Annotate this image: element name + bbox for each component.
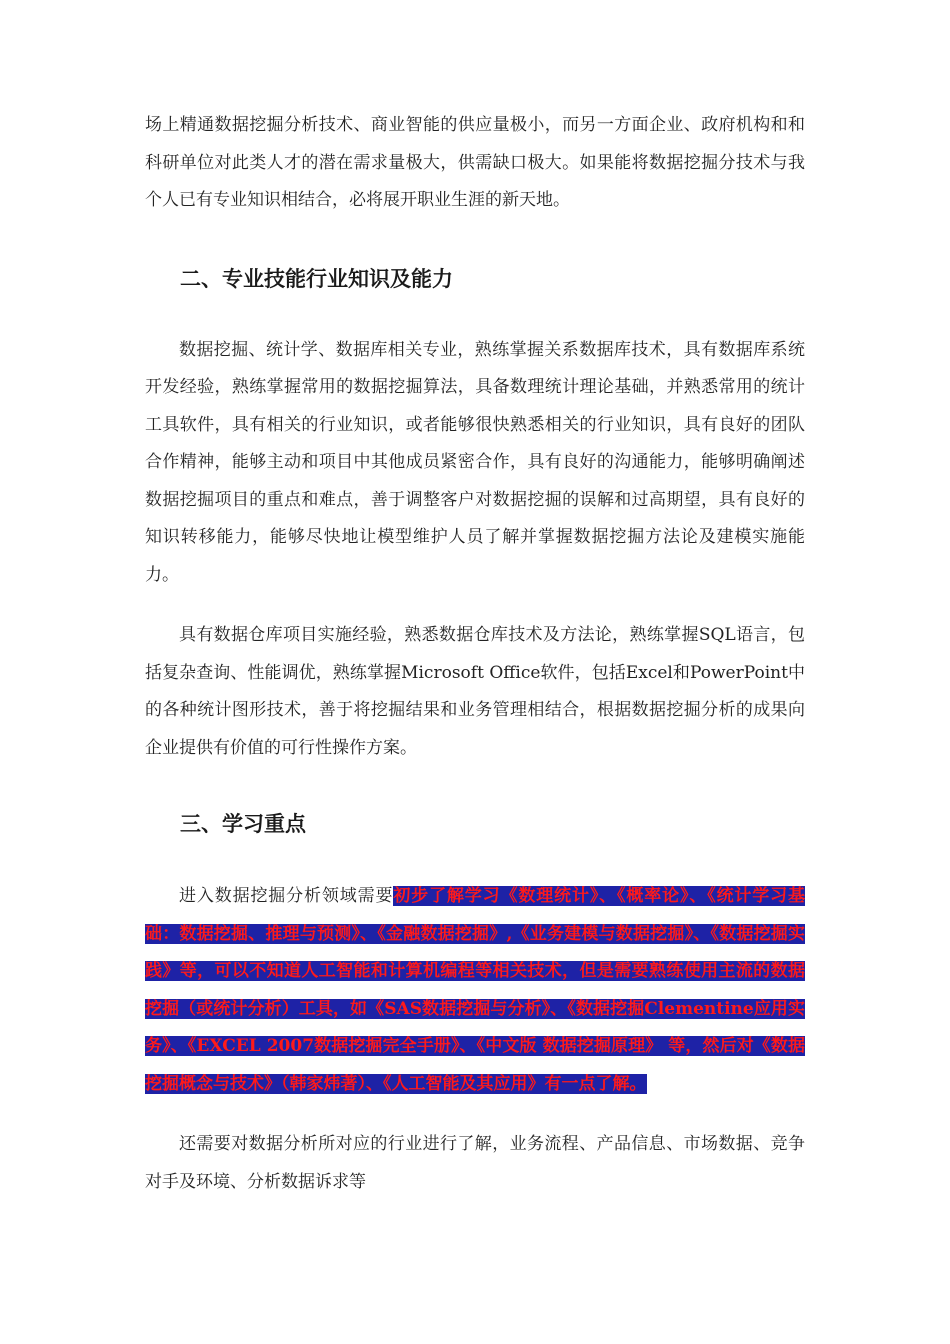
highlighted-reading-list: 初步了解学习《数理统计》、《概率论》、《统计学习基础：数据挖掘、推理与预测》、《金融数据挖掘》,《业务建模与数据挖掘》、《数据挖掘实践》等，可以不知道人工智能和计算机编程等相关技术，但是需要熟练使用主流的数据挖掘（或统计分析）工具，如《SAS数据挖掘与分析》、《数据挖掘Clementine应用实务》、《EXCEL 2007数据挖掘完全手册》、《中文版 数据挖掘原理》 等，然后对《数据挖掘概念与技术》（韩家炜著）、《人工智能及其应用》有一点了解。 — [145, 886, 806, 1094]
paragraph-skills-knowledge: 数据挖掘、统计学、数据库相关专业，熟练掌握关系数据库技术，具有数据库系统开发经验，熟练掌握常用的数据挖掘算法，具备数理统计理论基础，并熟悉常用的统计工具软件，具有相关的行业知识，或者能够很快熟悉相关的行业知识，具有良好的团队合作精神，能够主动和项目中其他成员紧密合作，具有良好的沟通能力，能够明确阐述数据挖掘项目的重点和难点，善于调整客户对数据挖掘的误解和过高期望，具有良好的知识转移能力，能够尽快地让模型维护人员了解并掌握数据挖掘方法论及建模实施能力。 — [145, 339, 805, 585]
paragraph-industry-knowledge: 还需要对数据分析所对应的行业进行了解，业务流程、产品信息、市场数据、竞争对手及环境、分析数据诉求等 — [145, 1134, 805, 1192]
paragraph-study-focus — [145, 878, 805, 1103]
paragraph-career-outlook: 场上精通数据挖掘分析技术、商业智能的供应量极小，而另一方面企业、政府机构和和科研单位对此类人才的潜在需求量极大，供需缺口极大。如果能将数据挖掘分技术与我个人已有专业知识相结合，必将展开职业生涯的新天地。 — [145, 115, 805, 210]
paragraph-data-warehouse: 具有数据仓库项目实施经验，熟悉数据仓库技术及方法论，熟练掌握SQL语言，包括复杂查询、性能调优，熟练掌握Microsoft Office软件，包括Excel和PowerPoint中的各种统计图形技术，善于将挖掘结果和业务管理相结合，根据数据挖掘分析的成果向企业提供有价值的可行性操作方案。 — [145, 625, 805, 758]
document-body — [145, 107, 805, 1201]
paragraph-study-focus-lead: 进入数据挖掘分析领域需要 — [179, 886, 394, 906]
section-heading-study-focus: 三、学习重点 — [180, 812, 306, 836]
section-heading-skills: 二、专业技能行业知识及能力 — [180, 266, 453, 291]
